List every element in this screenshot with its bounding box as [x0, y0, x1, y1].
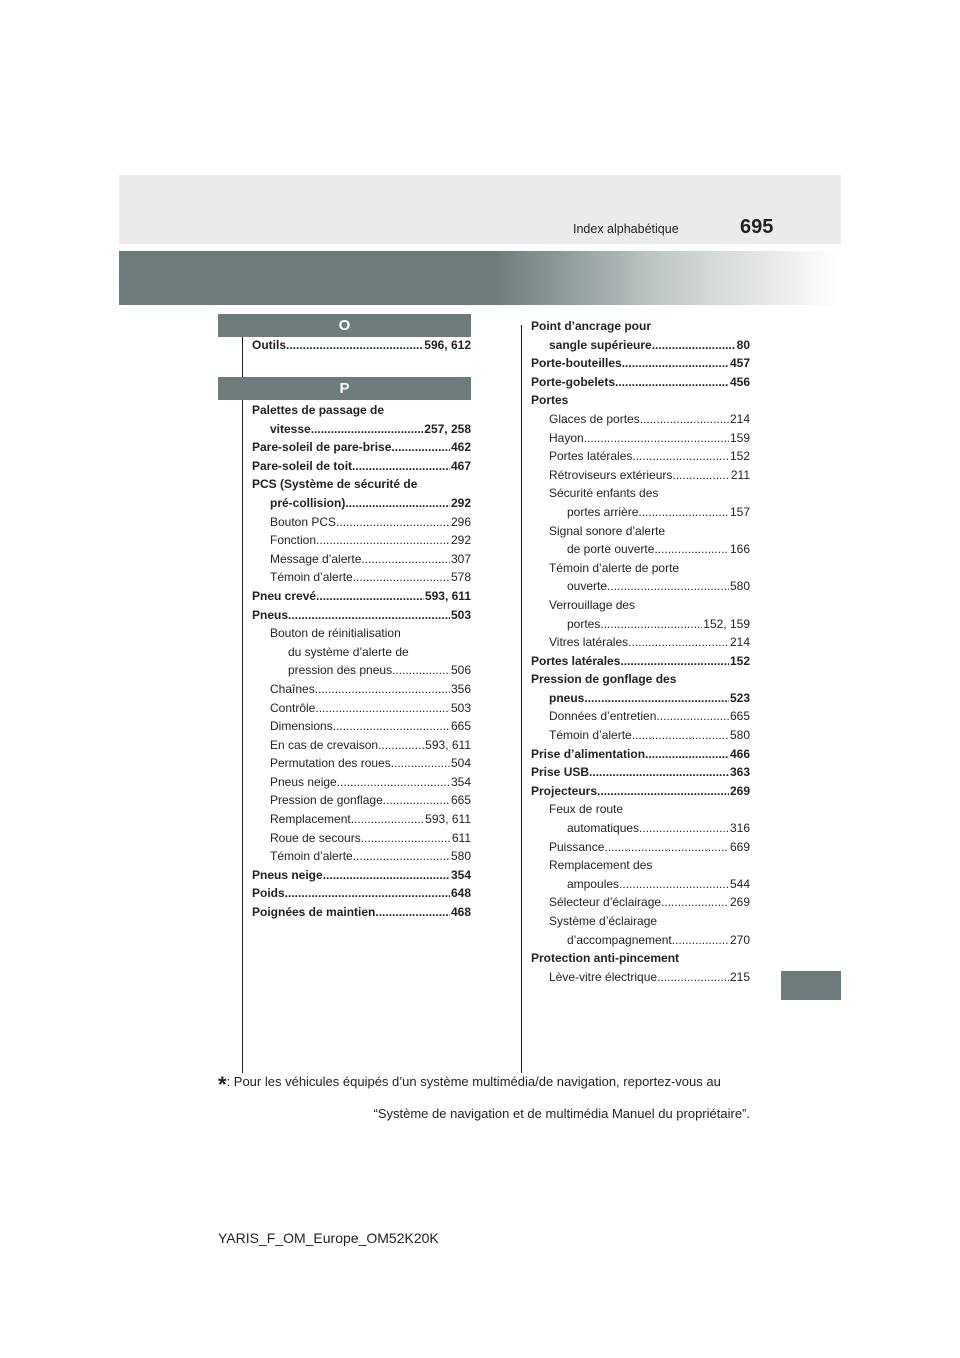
index-entry[interactable]: Portes latérales ..... 152 — [531, 652, 750, 671]
index-entry[interactable]: Pare-soleil de pare-brise ..... 462 — [252, 438, 471, 457]
index-subentry[interactable]: Rétroviseurs extérieurs ..... 211 — [531, 466, 750, 485]
index-subentry[interactable]: d’accompagnement ..... 270 — [531, 931, 750, 950]
index-entry[interactable]: pré-collision) ..... 292 — [252, 494, 471, 513]
index-entry: Portes — [531, 393, 569, 408]
index-subentry: Sécurité enfants des — [549, 486, 659, 501]
index-entry[interactable]: Poids ..... 648 — [252, 884, 471, 903]
header-band — [119, 175, 841, 244]
index-entry[interactable]: Projecteurs ..... 269 — [531, 782, 750, 801]
section-p-column — [252, 401, 471, 922]
index-subentry[interactable]: En cas de crevaison ..... 593, 611 — [252, 736, 471, 755]
index-entry[interactable]: Prise d’alimentation ..... 466 — [531, 745, 750, 764]
index-entry: Palettes de passage de — [252, 403, 385, 417]
index-entry[interactable]: Prise USB ..... 363 — [531, 763, 750, 782]
index-subentry: Remplacement des — [549, 858, 653, 873]
index-entry[interactable]: Pare-soleil de toit ..... 467 — [252, 457, 471, 476]
index-subentry[interactable]: Témoin d’alerte ..... 580 — [252, 847, 471, 866]
index-entry: Protection anti-pincement — [531, 951, 680, 966]
index-entry: PCS (Système de sécurité de — [252, 477, 418, 492]
index-entry[interactable]: pneus ..... 523 — [531, 689, 750, 708]
index-subentry[interactable]: Roue de secours ..... 611 — [252, 829, 471, 848]
section-letter-p: P — [218, 377, 471, 400]
index-subentry[interactable]: Vitres latérales ..... 214 — [531, 633, 750, 652]
index-subentry[interactable]: ouverte ..... 580 — [531, 577, 750, 596]
index-subentry: Système d’éclairage — [549, 914, 658, 928]
index-subentry[interactable]: pression des pneus ..... 506 — [252, 661, 471, 680]
footnote-star: * — [218, 1072, 227, 1097]
index-subentry: Témoin d’alerte de porte — [549, 560, 680, 575]
index-subentry: Feux de route — [549, 802, 624, 817]
index-subentry[interactable]: Bouton PCS ..... 296 — [252, 513, 471, 532]
index-subentry[interactable]: Fonction ..... 292 — [252, 531, 471, 550]
index-entry: Point d’ancrage pour — [531, 319, 652, 333]
footnote-line-2: “Système de navigation et de multimédia Manuel du propriétaire”. — [373, 1106, 750, 1121]
index-subentry[interactable]: Hayon ..... 159 — [531, 429, 750, 448]
chapter-tab-marker — [781, 971, 841, 1000]
index-entry[interactable]: Pneus neige ..... 354 — [252, 866, 471, 885]
index-entry[interactable]: Poignées de maintien ..... 468 — [252, 903, 471, 922]
index-subentry[interactable]: Données d’entretien ..... 665 — [531, 707, 750, 726]
index-entry[interactable]: Pneus ..... 503 — [252, 606, 471, 625]
index-subentry[interactable]: Pression de gonflage ..... 665 — [252, 791, 471, 810]
index-subentry[interactable]: Portes latérales ..... 152 — [531, 447, 750, 466]
index-subentry: Signal sonore d’alerte — [549, 523, 666, 538]
header-title: Index alphabétique — [573, 222, 679, 236]
index-subentry[interactable]: Lève-vitre électrique ..... 215 — [531, 968, 750, 987]
index-subentry[interactable]: portes arrière ..... 157 — [531, 503, 750, 522]
chapter-gradient-bar — [119, 251, 841, 305]
index-subentry[interactable]: Sélecteur d’éclairage ..... 269 — [531, 893, 750, 912]
index-subentry[interactable]: de porte ouverte ..... 166 — [531, 540, 750, 559]
index-subentry[interactable]: Puissance ..... 669 — [531, 838, 750, 857]
index-subentry[interactable]: Message d’alerte ..... 307 — [252, 550, 471, 569]
section-letter-o: O — [218, 314, 471, 337]
column-divider-right — [521, 325, 522, 1073]
index-entry[interactable]: Porte-gobelets ..... 456 — [531, 373, 750, 392]
page-number: 695 — [740, 216, 774, 238]
column-divider-left — [242, 336, 243, 1073]
right-column — [531, 317, 750, 986]
index-subentry[interactable]: Glaces de portes ..... 214 — [531, 410, 750, 429]
index-subentry: Bouton de réinitialisation — [270, 626, 401, 641]
index-subentry[interactable]: automatiques ..... 316 — [531, 819, 750, 838]
index-subentry[interactable]: Remplacement ..... 593, 611 — [252, 810, 471, 829]
index-entry[interactable]: sangle supérieure ..... 80 — [531, 336, 750, 355]
index-subentry[interactable]: Chaînes ..... 356 — [252, 680, 471, 699]
index-subentry[interactable]: Contrôle ..... 503 — [252, 699, 471, 718]
index-entry[interactable]: Outils ..... 596, 612 — [252, 336, 471, 355]
index-subentry[interactable]: Dimensions ..... 665 — [252, 717, 471, 736]
index-entry[interactable]: vitesse ..... 257, 258 — [252, 420, 471, 439]
index-subentry[interactable]: Pneus neige ..... 354 — [252, 773, 471, 792]
footnote — [218, 1072, 750, 1121]
index-subentry: du système d’alerte de — [288, 644, 409, 659]
index-entry: Pression de gonflage des — [531, 672, 677, 687]
footnote-line-1: *: Pour les véhicules équipés d’un système multimédia/de navigation, reportez-vous au — [218, 1072, 721, 1097]
index-subentry[interactable]: Permutation des roues ..... 504 — [252, 754, 471, 773]
index-subentry[interactable]: portes ..... 152, 159 — [531, 615, 750, 634]
index-entry[interactable]: Porte-bouteilles ..... 457 — [531, 354, 750, 373]
index-subentry[interactable]: ampoules ..... 544 — [531, 875, 750, 894]
document-code: YARIS_F_OM_Europe_OM52K20K — [218, 1230, 439, 1246]
index-entry[interactable]: Pneu crevé ..... 593, 611 — [252, 587, 471, 606]
index-subentry[interactable]: Témoin d’alerte ..... 578 — [252, 568, 471, 587]
section-o-column — [252, 336, 471, 355]
index-subentry: Verrouillage des — [549, 597, 636, 612]
index-subentry[interactable]: Témoin d’alerte ..... 580 — [531, 726, 750, 745]
